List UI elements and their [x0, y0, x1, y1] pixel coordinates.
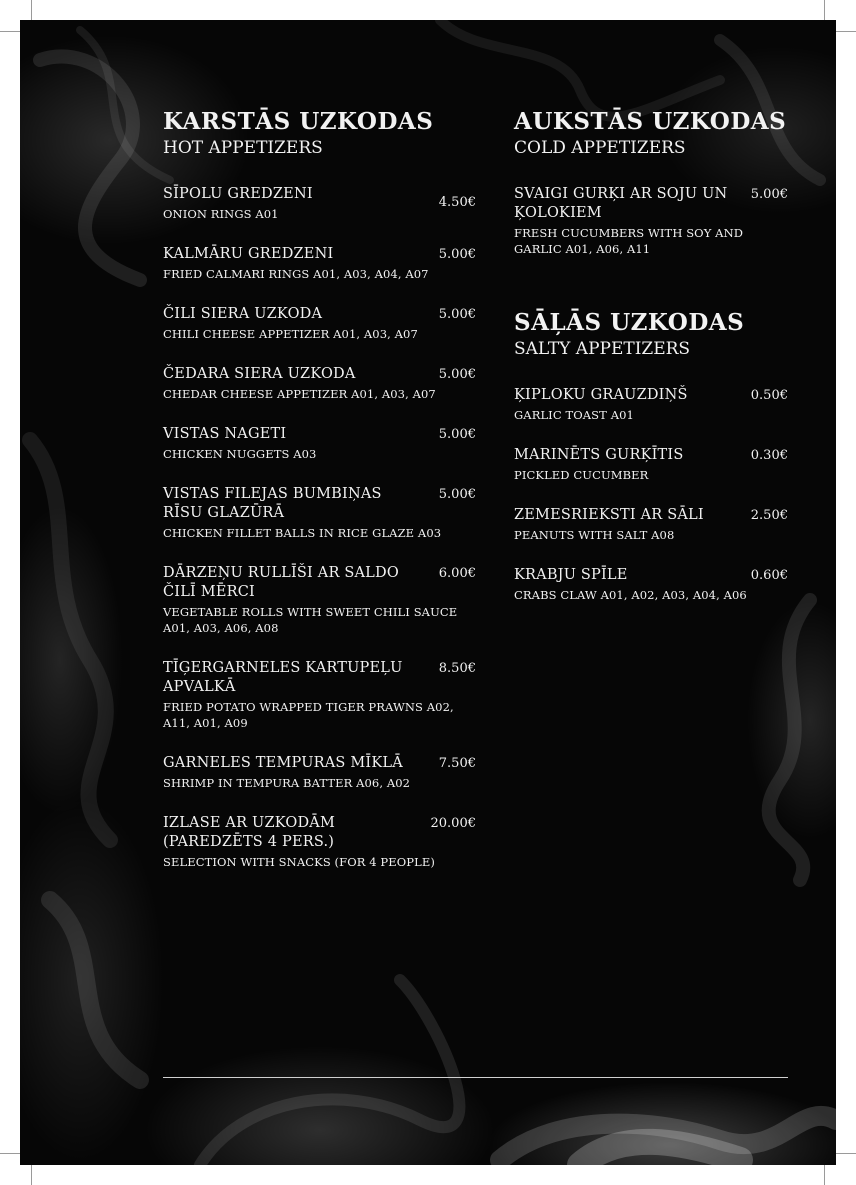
item-name: SĪPOLU GREDZENI — [163, 186, 313, 202]
item-name: MARINĒTS GURĶĪTIS — [514, 447, 684, 463]
item-price: 5.00€ — [438, 487, 476, 502]
hot-appetizers-column — [163, 108, 476, 912]
item-name: TĪĢERGARNELES KARTUPEĻU APVALKĀ — [163, 660, 403, 695]
item-name: IZLASE AR UZKODĀM (PAREDZĒTS 4 PERS.) — [163, 815, 335, 850]
item-price: 0.50€ — [750, 388, 788, 403]
menu-item — [163, 754, 476, 791]
menu-item — [514, 185, 788, 257]
item-price: 0.60€ — [750, 568, 788, 583]
item-name: ZEMESRIEKSTI AR SĀLI — [514, 507, 704, 523]
item-name: ČEDARA SIERA UZKODA — [163, 366, 356, 382]
section-subtitle: HOT APPETIZERS — [163, 138, 323, 158]
item-price: 5.00€ — [438, 307, 476, 322]
item-price: 5.00€ — [438, 427, 476, 442]
item-description: FRIED POTATO WRAPPED TIGER PRAWNS A02, A11, A01, A09 — [163, 700, 454, 730]
item-description: GARLIC TOAST A01 — [514, 408, 634, 422]
section-title: AUKSTĀS UZKODAS — [514, 108, 787, 135]
salty-appetizers-section — [514, 309, 788, 603]
item-name: KALMĀRU GREDZENI — [163, 246, 334, 262]
section-title: KARSTĀS UZKODAS — [163, 108, 434, 135]
crop-mark — [0, 31, 20, 32]
menu-item — [163, 245, 476, 282]
menu-items — [514, 386, 788, 603]
menu-item — [163, 485, 476, 541]
menu-page — [20, 20, 836, 1165]
item-description: CHILI CHEESE APPETIZER A01, A03, A07 — [163, 327, 418, 341]
item-name: ĶIPLOKU GRAUZDIŅŠ — [514, 387, 688, 403]
item-description: SHRIMP IN TEMPURA BATTER A06, A02 — [163, 776, 411, 790]
menu-items — [163, 185, 476, 870]
item-description: VEGETABLE ROLLS WITH SWEET CHILI SAUCE A01, A03, A06, A08 — [163, 605, 458, 635]
crop-mark — [824, 0, 825, 20]
item-description: PICKLED CUCUMBER — [514, 468, 649, 482]
hot-appetizers-section — [163, 108, 476, 870]
item-description: CHEDAR CHEESE APPETIZER A01, A03, A07 — [163, 387, 436, 401]
item-description: SELECTION WITH SNACKS (FOR 4 PEOPLE) — [163, 855, 435, 869]
crop-mark — [0, 1153, 20, 1154]
section-subtitle: SALTY APPETIZERS — [514, 339, 691, 359]
menu-item — [163, 564, 476, 636]
item-name: KRABJU SPĪLE — [514, 567, 628, 583]
item-name: ČILI SIERA UZKODA — [163, 306, 323, 322]
item-description: FRESH CUCUMBERS WITH SOY AND GARLIC A01, A06, A11 — [514, 226, 744, 256]
menu-item — [514, 506, 788, 543]
menu-item — [163, 425, 476, 462]
item-name: VISTAS FILEJAS BUMBIŅAS RĪSU GLAZŪRĀ — [163, 486, 382, 521]
item-price: 6.00€ — [438, 566, 476, 581]
menu-item — [163, 659, 476, 731]
item-price: 7.50€ — [438, 756, 476, 771]
menu-item — [514, 566, 788, 603]
item-description: FRIED CALMARI RINGS A01, A03, A04, A07 — [163, 267, 429, 281]
item-price: 20.00€ — [430, 816, 476, 831]
item-price: 0.30€ — [750, 448, 788, 463]
item-description: CRABS CLAW A01, A02, A03, A04, A06 — [514, 588, 747, 602]
crop-mark — [836, 1153, 856, 1154]
menu-item — [163, 365, 476, 402]
menu-item — [514, 446, 788, 483]
menu-item — [514, 386, 788, 423]
item-description: CHICKEN NUGGETS A03 — [163, 447, 317, 461]
item-name: VISTAS NAGETI — [163, 426, 287, 442]
item-price: 5.00€ — [438, 367, 476, 382]
item-price: 2.50€ — [750, 508, 788, 523]
item-name: DĀRZEŅU RULLĪŠI AR SALDO ČILĪ MĒRCI — [163, 565, 399, 600]
item-price: 5.00€ — [750, 187, 788, 202]
item-price: 8.50€ — [438, 661, 476, 676]
menu-item — [163, 185, 476, 222]
item-description: ONION RINGS A01 — [163, 207, 279, 221]
cold-appetizers-section — [514, 108, 788, 257]
item-price: 5.00€ — [438, 247, 476, 262]
menu-item — [163, 305, 476, 342]
right-column — [514, 108, 788, 645]
crop-mark — [836, 31, 856, 32]
menu-item — [163, 814, 476, 870]
item-price: 4.50€ — [438, 195, 476, 210]
section-title: SĀĻĀS UZKODAS — [514, 309, 745, 336]
item-description: PEANUTS WITH SALT A08 — [514, 528, 675, 542]
section-subtitle: COLD APPETIZERS — [514, 138, 686, 158]
crop-mark — [31, 1165, 32, 1185]
crop-mark — [31, 0, 32, 20]
bottom-divider — [163, 1077, 788, 1078]
item-name: GARNELES TEMPURAS MĪKLĀ — [163, 755, 403, 771]
item-name: SVAIGI GURĶI AR SOJU UN ĶOLOKIEM — [514, 186, 728, 221]
menu-items — [514, 185, 788, 257]
item-description: CHICKEN FILLET BALLS IN RICE GLAZE A03 — [163, 526, 442, 540]
crop-mark — [824, 1165, 825, 1185]
